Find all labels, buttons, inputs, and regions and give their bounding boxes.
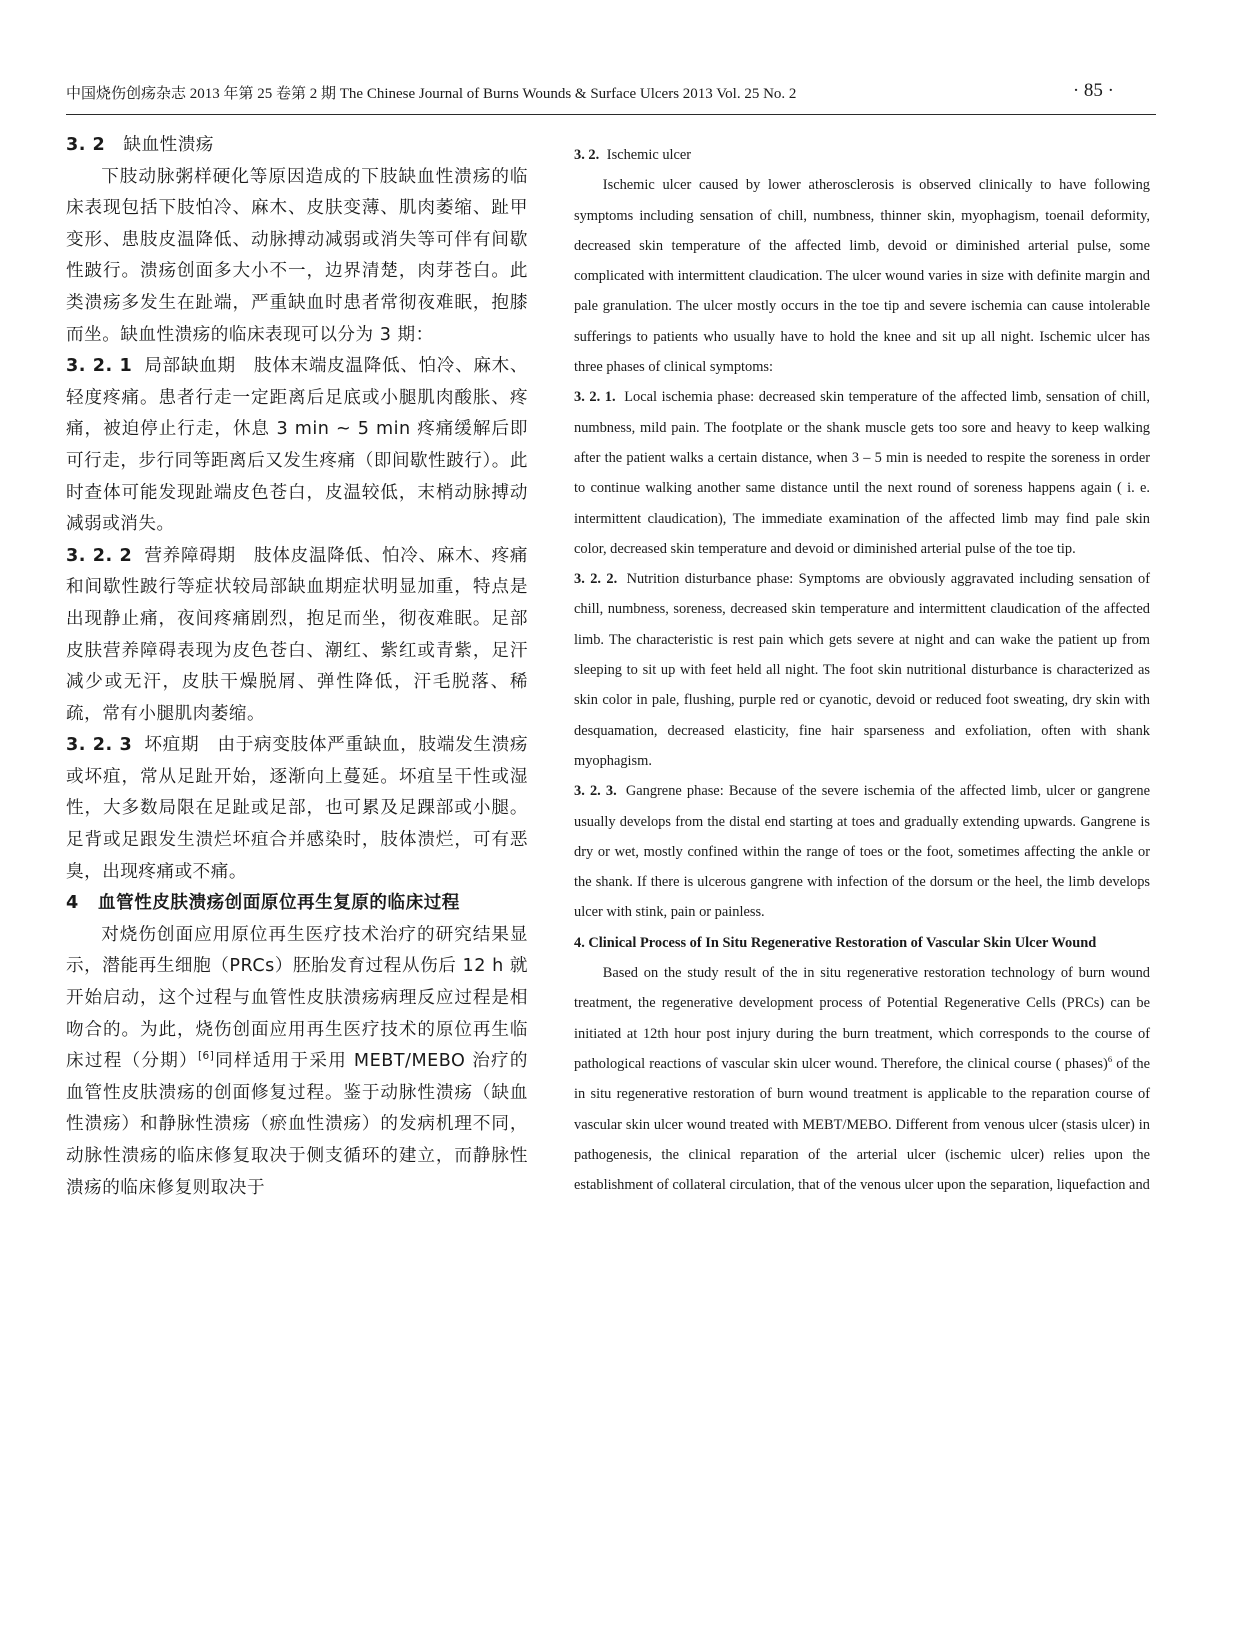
running-header [66,78,1156,115]
chinese-column [66,130,528,1204]
section-number: 4. [574,934,585,951]
section-number: 3. 2. 1. [574,389,616,406]
paragraph-text: Based on the study result of the in situ regenerative restoration technology of burn wound treatment, the regenerative development process of Potential Regenerative Cells (PRCs) can be initiated at 12th hour post injury during the burn treatment, which corresponds to the course of pathological reactions of vascular skin ulcer wound. Therefore, the clinical course ( phases) [574,965,1150,1072]
paragraph-3-2-en: Ischemic ulcer caused by lower atherosclerosis is observed clinically to have following symptoms including sensation of chill, numbness, thinner skin, myophagism, toenail deformity, decreased skin temperature of the affected limb, devoid or diminished arterial pulse, some complicated with intermittent claudication. The ulcer wound varies in size with definite margin and pale granulation. The ulcer mostly occurs in the toe tip and severe ischemia can cause intolerable sufferings to patients who usually have to hold the knee and sit up all night. Ischemic ulcer has three phases of clinical symptoms: [574,177,1150,376]
paragraph-text-cont: 同样适用于采用 MEBT/MEBO 治疗的血管性皮肤溃疡的创面修复过程。鉴于动脉性溃疡（缺血性溃疡）和静脉性溃疡（瘀血性溃疡）的发病机理不同，动脉性溃疡的临床修复取决于侧支循环的建立，而静脉性溃疡的临床修复则取决于 [66,1051,528,1198]
section-4-heading-en [574,928,1150,958]
paragraph-4-zh [66,920,528,1204]
section-text: Local ischemia phase: decreased skin temperature of the affected limb, sensation of chill, numbness, mild pain. The footplate or the shank muscle gets too sore and heavy to keep walking after the patient walks a certain distance, when 3 – 5 min is needed to respite the soreness in order to continue walking another same distance until the next round of soreness happens again ( i. e. intermittent claudication), The immediate examination of the affected limb may find pale skin color, decreased skin temperature and devoid or diminished arterial pulse of the toe tip. [574,389,1150,557]
section-title: Clinical Process of In Situ Regenerative Restoration of Vascular Skin Ulcer Wound [588,934,1097,951]
paragraph-text-cont: of the in situ regenerative restoration of burn wound treatment is applicable to the reparation course of vascular skin ulcer wound treated with MEBT/MEBO. Different from venous ulcer (stasis ulcer) in pathogenesis, the clinical reparation of the arterial ulcer (ischemic ulcer) relies upon the establishment of collateral circulation, that of the venous ulcer upon the separation, liquefaction and [574,1055,1150,1194]
section-text: 营养障碍期 肢体皮温降低、怕冷、麻木、疼痛和间歇性跛行等症状较局部缺血期症状明显加重，特点是出现静止痛，夜间疼痛剧烈，抱足而坐，彻夜难眠。足部皮肤营养障碍表现为皮色苍白、潮红、紫红或青紫，足汗减少或无汗，皮肤干燥脱屑、弹性降低，汗毛脱落、稀疏，常有小腿肌肉萎缩。 [66,545,528,724]
paragraph-text: 对烧伤创面应用原位再生医疗技术治疗的研究结果显示，潜能再生细胞（PRCs）胚胎发育过程从伤后 12 h 就开始启动，这个过程与血管性皮肤溃疡病理反应过程是相吻合的。为此，烧伤创面应用再生医疗技术的原位再生临床过程（分期） [66,924,528,1072]
section-title: Ischemic ulcer [606,147,692,163]
page-number: · 85 · [1072,80,1114,101]
section-3-2-3-zh [66,730,528,888]
section-number: 3. 2. 1 [66,356,133,377]
paragraph-4-en [574,958,1150,1200]
section-number: 3. 2. 2. [574,571,618,588]
reference-marker: 6 [1107,1054,1113,1065]
section-number: 3. 2. 3 [66,735,133,756]
section-number: 3. 2. [574,147,600,163]
section-3-2-heading-zh [66,130,528,162]
section-title: 缺血性溃疡 [123,135,214,155]
section-number: 3. 2 [66,135,106,155]
english-column [574,140,1150,1200]
section-number: 3. 2. 2 [66,545,133,566]
section-3-2-heading-en [574,140,1150,170]
section-3-2-2-en [574,564,1150,776]
reference-marker: [6] [197,1050,215,1063]
section-text: Gangrene phase: Because of the severe ischemia of the affected limb, ulcer or gangrene usually develops from the distal end starting at toes and gradually extending upwards. Gangrene is dry or wet, mostly confined within the range of toes or the foot, sometimes affecting the ankle or the shank. If there is ulcerous gangrene with infection of the dorsum or the heel, the limb develops ulcer with stink, pain or painless. [574,783,1150,921]
section-text: 局部缺血期 肢体末端皮温降低、怕冷、麻木、轻度疼痛。患者行走一定距离后足底或小腿肌肉酸胀、疼痛，被迫停止行走，休息 3 min ~ 5 min 疼痛缓解后即可行走，步行同等距离后又发生疼痛（即间歇性跛行）。此时查体可能发现趾端皮色苍白，皮温较低，末梢动脉搏动减弱或消失。 [66,356,528,535]
section-text: 坏疽期 由于病变肢体严重缺血，肢端发生溃疡或坏疽，常从足趾开始，逐渐向上蔓延。坏疽呈干性或湿性，大多数局限在足趾或足部，也可累及足踝部或小腿。足背或足跟发生溃烂坏疽合并感染时，肢体溃烂，可有恶臭，出现疼痛或不痛。 [66,735,528,882]
section-3-2-1-en [574,382,1150,564]
running-title: 中国烧伤创疡杂志 2013 年第 25 卷第 2 期 The Chinese Journal of Burns Wounds & Surface Ulcers 2013 Vol. 25 No. 2 [66,86,797,102]
section-number: 4 [66,893,79,914]
section-3-2-3-en [574,776,1150,927]
section-title: 血管性皮肤溃疡创面原位再生复原的临床过程 [98,893,460,914]
section-3-2-1-zh [66,351,528,541]
section-number: 3. 2. 3. [574,783,617,800]
section-text: Nutrition disturbance phase: Symptoms are obviously aggravated including sensation of chill, numbness, soreness, decreased skin temperature and intermittent claudication of the affected limb. The characteristic is rest pain which gets severe at night and can wake the patient up from sleeping to sit up with feet held all night. The foot skin nutritional disturbance is characterized as skin color in pale, flushing, purple red or cyanotic, devoid or reduced foot sweating, dry skin with desquamation, decreased elasticity, fine hair sparseness and exfoliation, often with shank myophagism. [574,571,1150,769]
section-4-heading-zh [66,888,528,920]
paragraph-3-2-zh: 下肢动脉粥样硬化等原因造成的下肢缺血性溃疡的临床表现包括下肢怕冷、麻木、皮肤变薄、肌肉萎缩、趾甲变形、患肢皮温降低、动脉搏动减弱或消失等可伴有间歇性跛行。溃疡创面多大小不一，边界清楚，肉芽苍白。此类溃疡多发生在趾端，严重缺血时患者常彻夜难眠，抱膝而坐。缺血性溃疡的临床表现可以分为 3 期： [66,166,528,345]
section-3-2-2-zh [66,541,528,731]
